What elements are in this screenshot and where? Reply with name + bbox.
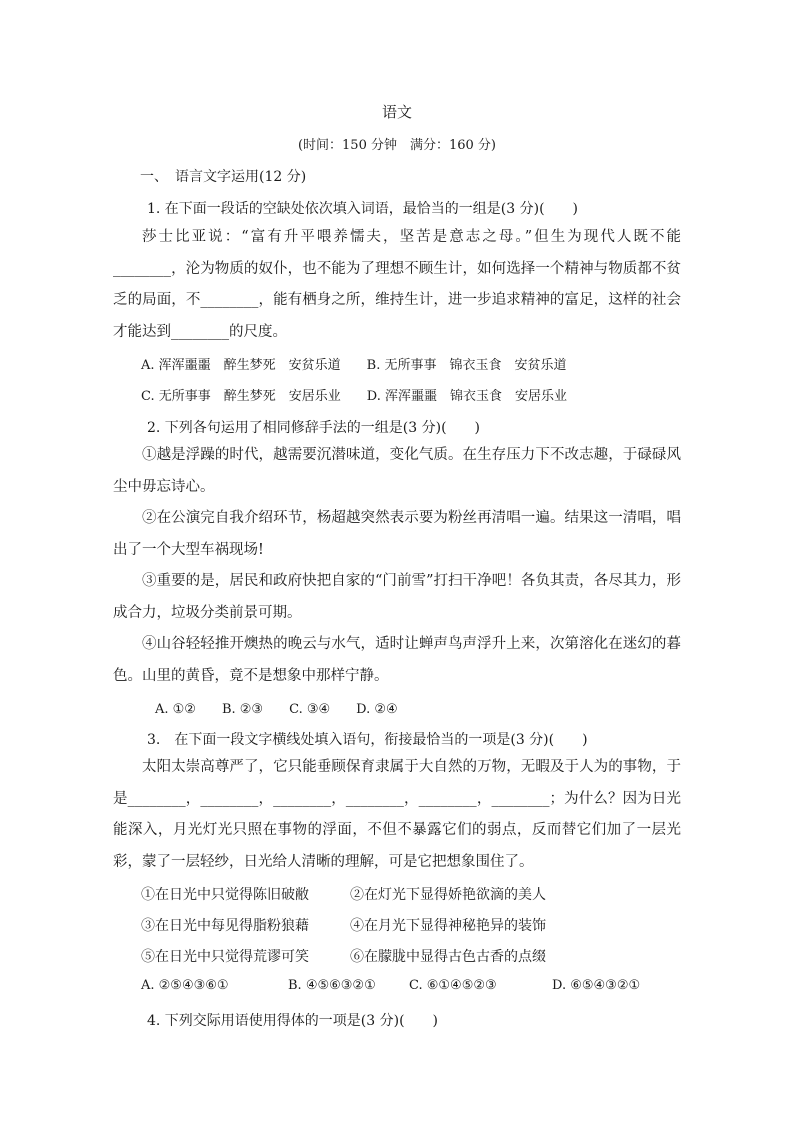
q3-sentence-6: ⑥在朦胧中显得古色古香的点缀 <box>350 949 546 965</box>
exam-subtitle: (时间：150 分钟 满分：160 分) <box>297 138 497 153</box>
q2-options: A. ①② B. ②③ C. ③④ D. ②④ <box>155 702 398 717</box>
q3-sentence-3: ③在日光中每见得脂粉狼藉 <box>141 918 309 934</box>
q1-stem: 1. 在下面一段话的空缺处依次填入词语，最恰当的一组是(3 分)( ) <box>147 201 579 217</box>
q1-options-row2: C. 无所事事 醉生梦死 安居乐业 D. 浑浑噩噩 锦衣玉食 安居乐业 <box>141 389 567 404</box>
q3-sentence-2: ②在灯光下显得娇艳欲滴的美人 <box>350 887 546 903</box>
q2-sentence-3: ③重要的是，居民和政府快把自家的“门前雪”打扫干净吧！各负其责，各尽其力，形成合力，垃圾分类前景可期。 <box>113 573 681 621</box>
q4-stem: 4. 下列交际用语使用得体的一项是(3 分)( ) <box>147 1013 439 1029</box>
exam-title: 语文 <box>381 103 412 121</box>
q1-passage: 莎士比亚说：“富有升平喂养懦夫，坚苦是意志之母。”但生为现代人既不能________，沦为物质的奴仆，也不能为了理想不顾生计，如何选择一个精神与物质都不贫乏的局面，不________，能有栖身之所，维持生计，进一步追求精神的富足，这样的社会才能达到________的尺度。 <box>113 229 681 340</box>
q3-option-c: C. ⑥①④⑤②③ <box>409 978 497 993</box>
q3-option-a: A. ②⑤④③⑥① <box>141 978 229 993</box>
q3-sentence-1: ①在日光中只觉得陈旧破敝 <box>141 887 309 903</box>
section-heading: 一、 语言文字运用(12 分) <box>140 169 307 185</box>
q1-options-row1: A. 浑浑噩噩 醉生梦死 安贫乐道 B. 无所事事 锦衣玉食 安贫乐道 <box>141 358 567 373</box>
q3-stem: 3. 在下面一段文字横线处填入语句，衔接最恰当的一项是(3 分)( ) <box>147 732 588 748</box>
q3-option-d: D. ⑥⑤④③②① <box>552 978 641 993</box>
q3-option-b: B. ④⑤⑥③②① <box>288 978 376 993</box>
q3-sentence-5: ⑤在日光中只觉得荒谬可笑 <box>141 949 309 965</box>
q2-sentence-4: ④山谷轻轻推开燠热的晚云与水气，适时让蝉声鸟声浮升上来，次第溶化在迷幻的暮色。山里的黄昏，竟不是想象中那样宁静。 <box>113 636 681 684</box>
q2-sentence-2: ②在公演完自我介绍环节，杨超越突然表示要为粉丝再清唱一遍。结果这一清唱，唱出了一个大型车祸现场! <box>113 510 681 558</box>
q3-sentence-4: ④在月光下显得神秘艳异的装饰 <box>350 918 546 934</box>
q2-sentence-1: ①越是浮躁的时代，越需要沉潜味道，变化气质。在生存压力下不改志趣，于碌碌风尘中毋忘诗心。 <box>113 447 681 495</box>
q3-passage: 太阳太崇高尊严了，它只能垂顾保育隶属于大自然的万物，无暇及于人为的事物，于是________，________，________，________，________，________；为什么？因为日光能深入，月光灯光只照在事物的浮面，不但不暴露它们的弱点，反而替它们加了一层光彩，蒙了一层轻纱，日光给人清晰的理解，可是它把想象围住了。 <box>113 759 681 870</box>
q2-stem: 2. 下列各句运用了相同修辞手法的一组是(3 分)( ) <box>147 420 481 436</box>
